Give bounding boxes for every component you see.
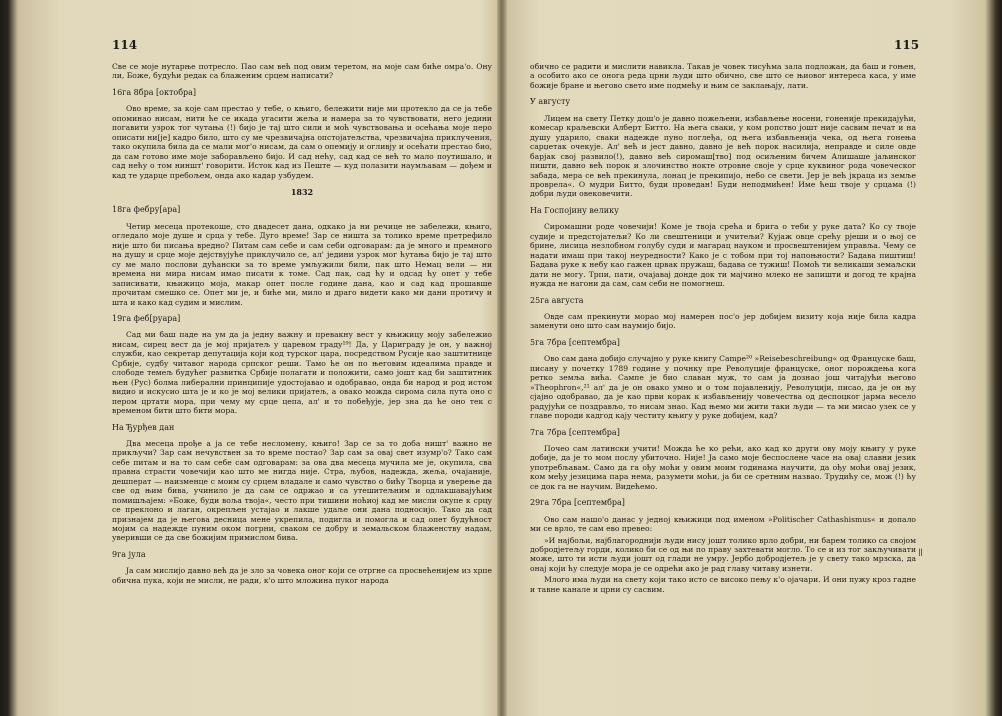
page-number-right: 115 (894, 38, 920, 52)
paragraph: Све се моје нутарње потресло. Пао сам већ под овим теретом, на моје сам биће омра'о. Ону ли, Боже, будући редак са блаженим срцем написати? (112, 62, 492, 81)
paragraph: Ово време, за које сам престао у тебе, о књиго, бележити није ми протекло да се ја тебе опоминао нисам, нити ће се икада угасити жеља и намера за то чувствовати, него једини погавити узрок тог чутања (!) бијо је тај што сили и моћ чувствовања и осећања моје перо описати ни[је] кадро било, што су ме чрезвичајна опстојатељства, чрезвичајна приклучения, тако окупила била да се мали мог'о нисам, да сам о опемију и огливју и осећати престао био, да сам готово име моје заборављено бијо. И сад нећу, сад кад се већ то мало поутишало, и сад нећу о том ниншт' говорити. Исток кад из Пеште — куд полазити наумљавам — дођем и кад те ударце пребољем, онда ако кадар узбудем. (112, 104, 492, 180)
left-page-content (112, 62, 492, 587)
right-page-content (530, 62, 916, 596)
entry-heading: На Госпојину велику (530, 205, 619, 215)
paragraph: Ја сам мислијо давно већ да је зло за човека оног који се отргне са просвећенијем из хрпе обична пука, који не мисли, не ради, к'о што мложина пуког народа (112, 566, 492, 585)
entry-date: 16га 8бра [октобра] (112, 87, 197, 97)
book-gutter (497, 0, 507, 716)
page-number-left: 114 (112, 38, 138, 52)
paragraph: Два месеца прође а ја се тебе несломену, књиго! Зар се за то доба ништ' важно не прикључи? Зар сам нечувствен за то време постао? Зар сам за овај свет изумр'о? Тако сам себе питам и на то сам себе сам одговарам: за ова два месеца мучила ме је, окупила, сва правна страсти човечији као што ме нигда није. Стра, љубов, надежда, жеља, очајаније, дешперат — наизменце с моим су срцем владале и само чувство о бићу Творца и уверење да све од њим бива, учинило је да сам се одржао и са утешитељним и одлакшавајућим помишљајем: »Боже, буди воља твоја«, често при тишини ноћиој кад ме мисли окупе к срцу се преклоно и лаган, окрепљен устајао и лакше удаље они дана подносијо. Тако да сад признајем да је његова десница мене укрепила, подигла и помогла и сад опет будућност мојим са надежде пуним оком погрни, сваком се добру и земальском блаженству надам, уверивши се да све божијим примислом бива. (112, 438, 492, 543)
paragraph: Ово сам дана добијо случајно у руке книгу Campe²⁰ »Reisebeschreibung« од Француске баш, писану у почетку 1789 године у почнку пре Револуције француске, оног порождења кога ретко земља вића. Сампе је био славан муж, то сам ја дознао још читајући његово »Theophron«,²¹ ал' да је он овако умно и о том појавленију, Револуцији, писао, да је он њу сјајно одобравао, да је као први корак к избављенију човечества од деспоцког јарма весело радујући се поздрављо, то нисам знао. Кад њемо ми жити таки људи — та ми мисао узек се у главе породи кадгод кају честиту књигу у руке добијем, кад? (530, 354, 916, 421)
entry-date: 29га 7бра [септембра] (530, 498, 625, 508)
entry-date: 7га 7бра [септембра] (530, 427, 620, 437)
paragraph: Почео сам латински учити! Можда ће ко рећи, ако кад ко други ову моју књигу у руке добије, да је то мом послу убиточно. Није! Ја само моје беспослене часе на овај славни језик употребљавам. Само да га ођу моћи у овим моим годинама научити, да ођу моћи овај језик, ком међу језицима пара нема, разумети моћи, ја би се сретним назвао. Трудићу се, мож (!) ћу се док га не научим. Видећемо. (530, 443, 916, 491)
entry-date: 5га 7бра [септембра] (530, 337, 620, 347)
margin-mark: ǁ (918, 548, 923, 559)
entry-date: 9га јула (112, 549, 146, 559)
right-page (512, 0, 982, 716)
paragraph: »И најбољи, најблагороднији људи нису јошт толико врло добри, ни барем толико са својом добродјетељу горди, колико би се од њи по праву захтевати могло. То се и из тог закључивати може, што ти исти људи јошт од глади не умру. Јербо добродјетељ је у свету тако мрзска, да онај који ћу следује мора је се одрећи ако је рад главу читаву изнети. (530, 535, 916, 573)
entry-date: 25га августа (530, 295, 584, 305)
paragraph: обично се радити и мислити навикла. Такав је човек тисућма зала подложан, да баш и гоњен, а особито ако се онога реда црни људи што обично, све што се њиовог интереса каса, у име божије бране и његово свето име подмећу и њим се заклањају, лати. (530, 62, 916, 90)
paragraph: Сад ми баш паде на ум да ја једну важну и превакну вест у књижицу моју забележио нисам, сирец вест да је мој пријатељ у царевом граду¹⁹! Да, у Цариграду је он, у важној служби, као секретар депутација који код турског цара, посредством Русије као заштитнице Србије, судбу читавог народа српског реши. Тамо ће он по његовим идеалима правде и слободе темељ будућег развитка Србије полагати и положити, само јошт кад би заштитник њен (Рус) болма либерални принципије удостојавао и одобравао, онда би народ и род истом видио и искусио шта је и ко је мој велики пријатељ, а овако можда сирома сила пута оно с пером цртати мора, при чему му срце цепа, ал' и то побеђује, јер зна да ће оно тек с временом бити што бити мора. (112, 330, 492, 416)
paragraph: Млого има људи на свету који тако исто се високо пењу к'о ојачари. И они пужу кроз гадне и тавне канале и црни су сасвим. (530, 575, 916, 594)
entry-heading: У августу (530, 97, 571, 107)
entry-heading: На Ђурђев дан (112, 422, 175, 432)
paragraph: Ово сам нашо'о данас у једној књижици под именом »Politischer Cathashismus« и допало ми се врло, те сам ево превео: (530, 514, 916, 534)
entry-date: 18га фебру[ара] (112, 205, 181, 215)
paragraph: Сиромашни роде човечији! Коме је твоја срећа и брига о теби у руке дата? Ко су твоје судије и предстојатељи? Ко ли свештеници и учитељи? Кујаж овце срећу рјеши и о њој се брине, лисица незлобном голубу суди и магарац науком и просвештенијем управља. Чему се надати имаш при такој неуредности? Како је с тобом при тој напоњности? Бадава пиштиш! Бадава руке к небу као гажен црвак пружаш, бадава се тужиш! Помоћ ти великаши земаљски дати не могу. Трпи, пати, очајавај донде док ти мајчино млеко не запишти и догод те крајна нужда не нагони да сам, сам себи не помогнеш. (530, 222, 916, 289)
entry-date: 19га феб[руара] (112, 313, 181, 323)
year-heading: 1832 (290, 186, 314, 197)
paragraph: Лицем на свету Петку дош'о је давно пожељени, избављење носени, гоненије прекидајући, комесар краљевски Алберт Битто. На њега сваки, у ком ропство јошт није сасвим печат и на душу ударило, сваки надежде пуно поглеђа, од њега избављенија чека, од њега гонења сарџетак очекује. Ал' већ и јест давно, давно је већ порок насилија, неправде и силе овде барјак свој развило(!), давно већ сиромаш[тво] под осиљеним бичем Алишаше јаљинског пишти, давно већ порок и злочинство нокте отровне своје у срце куквиног рода човеческог забада, мера се већ прекинула, лонац је прекипијо, небо се свети. Јер је већ јкраца из земље проврела«. О мудри Битто, буди проведан! Буди неподмићен! Име ћеш твоје у срцама (!) добри људи овековечити. (530, 113, 916, 199)
paragraph: Четир месеца протекоше, сто двадесет дана, одкако ја ни речице не забележи, књиго, огледало моје душе и срца у тебе. Дуго време! Зар се ништа за толико време претрефило није што би писања вредно? Питам сам себе и сам себи одговарам: да је много и премного на душу и срце моје дејствујуће приклучило се, ал' једини узрок мог ћутања бијо је тај што су ме мало послови дућански за то време умљужили били, пак што Немац вели — ни времена ни мира нисам имао писати к томе. Сад пак, сад ћу и одсад ћу опет у тебе записивати, књижицо моја, макар опет после године дана, као и сад кад прошавше прочитам смешко се. Опет ми је, и биће ми, мило и драго видети како ми дани протичу и шта и како кад судим и мислим. (112, 221, 492, 307)
left-page (22, 0, 492, 716)
paragraph: Овде сам прекинути морао мој намерен пос'о јер добијем визиту која није била кадра заменути оно што сам наумијо бијо. (530, 311, 916, 331)
